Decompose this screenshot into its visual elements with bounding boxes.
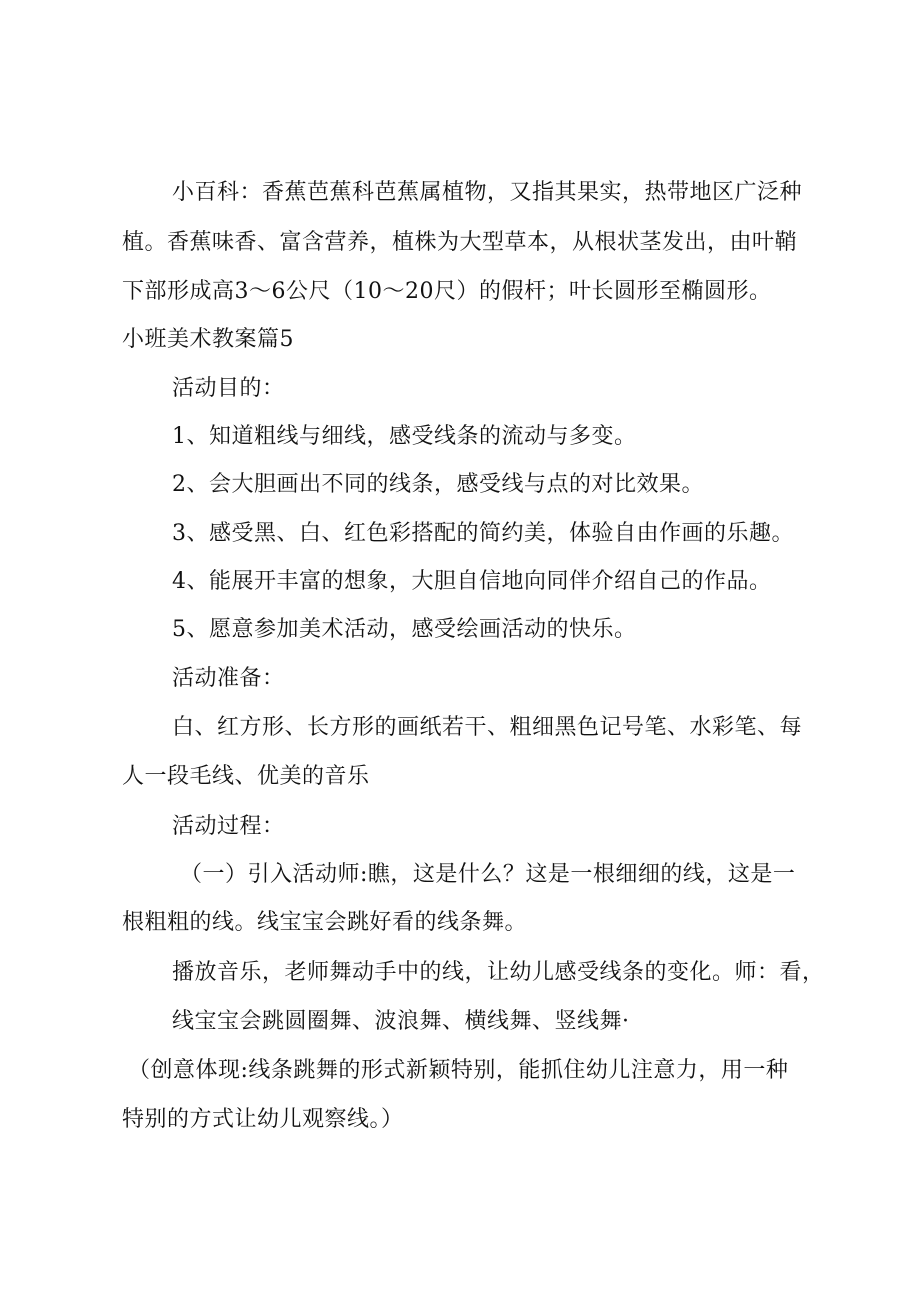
paragraph-line: 小百科：香蕉芭蕉科芭蕉属植物，又指其果实，热带地区广泛种	[172, 180, 803, 205]
paragraph-line: 白、红方形、长方形的画纸若干、粗细黑色记号笔、水彩笔、每	[172, 715, 803, 740]
paragraph-line: 根粗粗的线。线宝宝会跳好看的线条舞。	[122, 910, 528, 935]
paragraph-line: （创意体现:线条跳舞的形式新颖特别，能抓住幼儿注意力，用一种	[128, 1058, 789, 1083]
paragraph-line: 下部形成高3～6公尺（10～20尺）的假杆；叶长圆形至椭圆形。	[122, 279, 772, 304]
subheading-process: 活动过程：	[172, 814, 285, 839]
subheading-preparation: 活动准备：	[172, 666, 285, 691]
paragraph-line: 人一段毛线、优美的音乐	[122, 764, 370, 789]
list-item: 5、愿意参加美术活动，感受绘画活动的快乐。	[172, 617, 637, 642]
paragraph-line: 播放音乐，老师舞动手中的线，让幼儿感受线条的变化。师：看，	[172, 960, 825, 985]
subheading-objectives: 活动目的：	[172, 376, 285, 401]
section-heading: 小班美术教案篇5	[122, 327, 294, 352]
list-item: 2、会大胆画出不同的线条，感受线与点的对比效果。	[172, 472, 704, 497]
paragraph-line: （一）引入活动师:瞧，这是什么？这是一根细细的线，这是一	[180, 862, 796, 887]
paragraph-line: 线宝宝会跳圆圈舞、波浪舞、横线舞、竖线舞·	[172, 1009, 630, 1034]
list-item: 3、感受黑、白、红色彩搭配的简约美，体验自由作画的乐趣。	[172, 521, 794, 546]
list-item: 4、能展开丰富的想象，大胆自信地向同伴介绍自己的作品。	[172, 569, 772, 594]
paragraph-line: 特别的方式让幼儿观察线。）	[122, 1107, 404, 1132]
paragraph-line: 植。香蕉味香、富含营养，植株为大型草本，从根状茎发出，由叶鞘	[122, 230, 798, 255]
list-item: 1、知道粗线与细线，感受线条的流动与多变。	[172, 424, 637, 449]
